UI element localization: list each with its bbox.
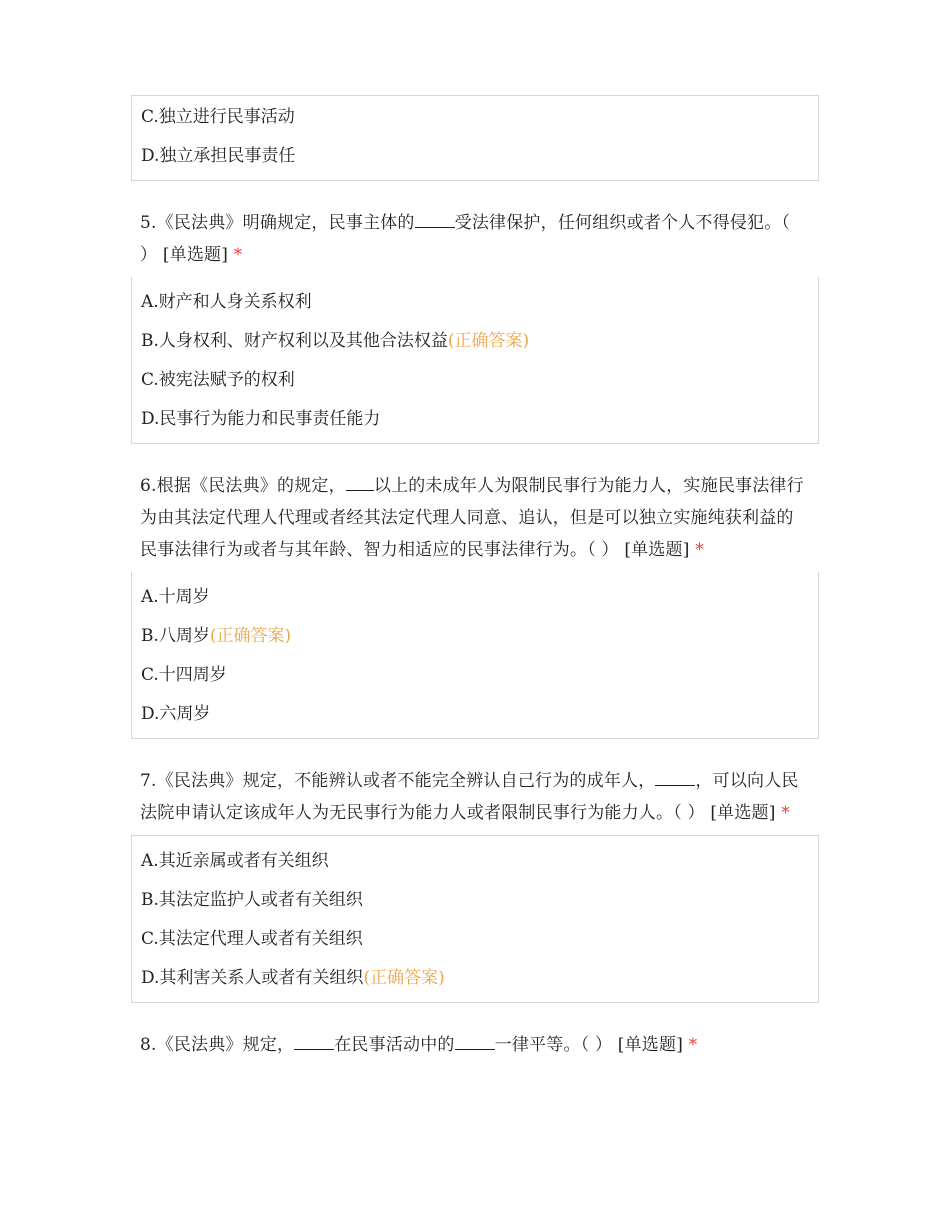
q7-option-a[interactable]: [132, 842, 818, 881]
q6-option-a-label: A.十周岁: [141, 587, 210, 607]
q7-options: [131, 835, 819, 1003]
q4-options: [131, 95, 819, 181]
q5-blank: [415, 209, 455, 228]
q6-type: [单选题]: [624, 540, 690, 560]
q6-text-b: 以上的未成年人为限制民事行为能力人，实施民事法律行为由其法定代理人代理或者经其法定代理人同意、追认，但是可以独立实施纯获利益的民事法律行为或者与其年龄、智力相适应的民事法律行为。（ ）: [140, 476, 804, 560]
q5-option-d[interactable]: [132, 400, 818, 439]
q6-option-c[interactable]: [132, 656, 818, 695]
q5-type: [单选题]: [162, 245, 229, 265]
q6-option-d[interactable]: [132, 695, 818, 734]
q5-option-a[interactable]: [132, 283, 818, 322]
q5-text-b: 受法律保护，任何组织或者个人不得侵犯。（ ）: [140, 213, 791, 265]
q4-option-c[interactable]: C.独立进行民事活动: [141, 107, 295, 127]
q6-option-d-label: D.六周岁: [141, 704, 211, 724]
q8-text-c: 一律平等。（ ）: [494, 1035, 613, 1055]
q8-blank-1: [294, 1031, 334, 1050]
q5-option-b[interactable]: [132, 322, 818, 361]
q5-option-a-label: A.财产和人身关系权利: [141, 292, 312, 312]
q7-option-c-label: C.其法定代理人或者有关组织: [141, 929, 363, 949]
q5-title: [131, 207, 819, 271]
q6-options: [131, 572, 819, 739]
q7-option-b-label: B.其法定监护人或者有关组织: [141, 890, 363, 910]
q7-option-a-label: A.其近亲属或者有关组织: [141, 851, 329, 871]
q5-required-mark: *: [233, 245, 243, 265]
q7-blank: [655, 767, 695, 786]
q5-correct-answer-note: (正确答案): [447, 331, 530, 351]
q6-required-mark: *: [695, 540, 704, 560]
q5-option-c-label: C.被宪法赋予的权利: [141, 370, 295, 390]
q8-text-b: 在民事活动中的: [334, 1035, 455, 1055]
q7-required-mark: *: [781, 803, 790, 823]
q5-option-d-label: D.民事行为能力和民事责任能力: [141, 409, 381, 429]
q6-title: [131, 470, 819, 566]
q7-option-c[interactable]: [132, 920, 818, 959]
q6-text-a: 6.根据《民法典》的规定，: [140, 476, 346, 496]
q7-option-d[interactable]: [132, 959, 818, 998]
q7-option-d-label: D.其利害关系人或者有关组织: [141, 968, 364, 988]
q6-option-b[interactable]: [132, 617, 818, 656]
q6-correct-answer-note: (正确答案): [209, 626, 292, 646]
survey-page: [131, 95, 819, 1067]
q8-blank-2: [455, 1031, 495, 1050]
q4-option-d[interactable]: D.独立承担民事责任: [141, 146, 296, 166]
q6-blank: [346, 472, 374, 491]
q7-type: [单选题]: [710, 803, 776, 823]
q7-option-b[interactable]: [132, 881, 818, 920]
q7-correct-answer-note: (正确答案): [363, 968, 445, 988]
q8-required-mark: *: [688, 1035, 698, 1055]
q5-options: [131, 277, 819, 444]
q8-title: [131, 1029, 819, 1061]
q8-text-a: 8.《民法典》规定，: [140, 1035, 295, 1055]
q5-option-b-label: B.人身权利、财产权利以及其他合法权益: [141, 331, 448, 351]
q7-title: [131, 765, 819, 829]
q7-text-b: ，可以向人民法院申请认定该成年人为无民事行为能力人或者限制民事行为能力人。（ ）: [140, 771, 799, 823]
q7-text-a: 7.《民法典》规定，不能辨认或者不能完全辨认自己行为的成年人，: [140, 771, 656, 791]
q6-option-c-label: C.十四周岁: [141, 665, 227, 685]
q6-option-b-label: B.八周岁: [141, 626, 210, 646]
q5-option-c[interactable]: [132, 361, 818, 400]
q5-text-a: 5.《民法典》明确规定，民事主体的: [140, 213, 415, 233]
q8-type: [单选题]: [617, 1035, 684, 1055]
q6-option-a[interactable]: [132, 578, 818, 617]
